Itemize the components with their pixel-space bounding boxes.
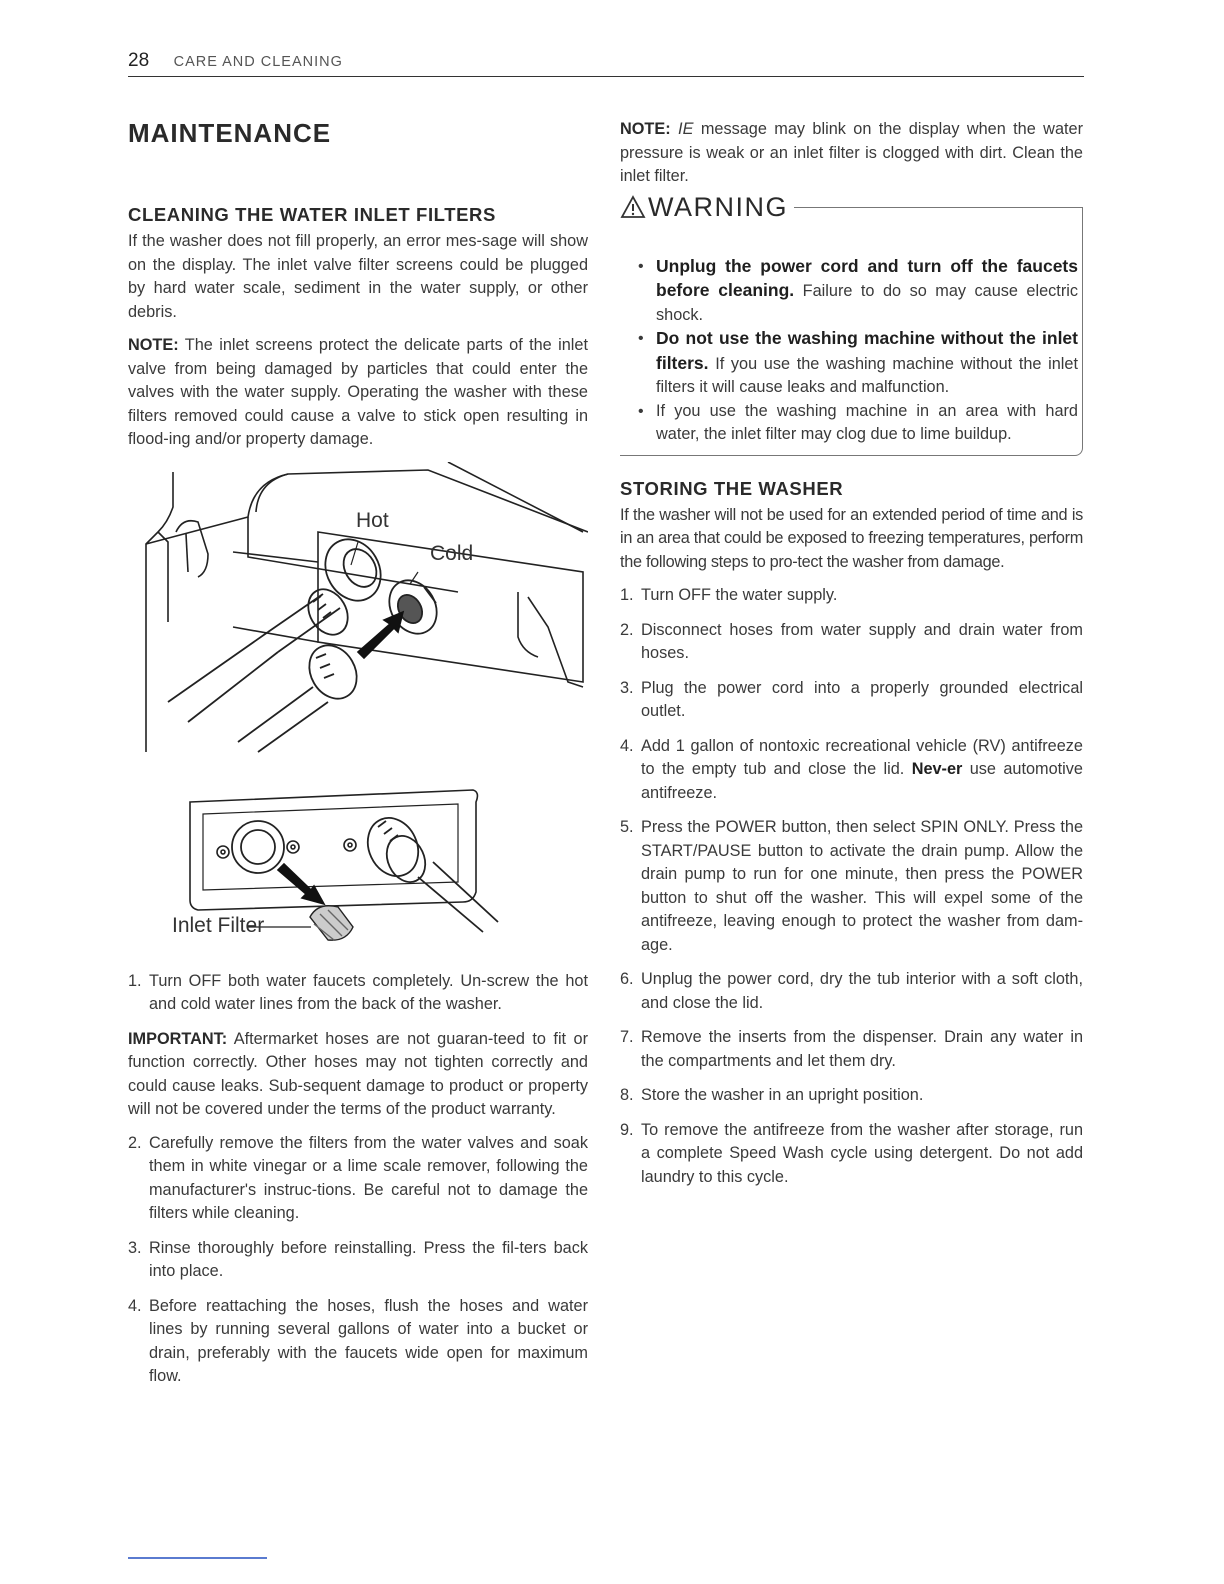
subsection-title-storing: STORING THE WASHER bbox=[620, 477, 844, 499]
washer-body-outline bbox=[146, 472, 173, 752]
step-text: Disconnect hoses from water supply and drain water from hoses. bbox=[641, 620, 1083, 662]
open-valve-port bbox=[232, 821, 284, 873]
step-number: 4. bbox=[620, 736, 634, 755]
inlet-filter-screen bbox=[310, 905, 353, 939]
washer-top-panel bbox=[146, 470, 588, 544]
step-text-after: use automotive antifreeze. bbox=[641, 760, 1083, 802]
screw-left bbox=[217, 846, 229, 858]
note-paragraph bbox=[128, 334, 588, 452]
warning-title: WARNING bbox=[648, 191, 788, 222]
step-text: Plug the power cord into a properly grounded electrical outlet. bbox=[641, 678, 1083, 720]
step-text: To remove the antifreeze from the washer after storage, run a complete Speed Wash cycle using detergent. Do not add laundry to this cycle. bbox=[641, 1120, 1083, 1186]
step-text: Carefully remove the filters from the water valves and soak them in white vinegar or a lime scale remover, following the manufacturer's instruc-tions. Be careful not to damage the filters while cleaning. bbox=[149, 1133, 588, 1222]
remove-arrow bbox=[278, 864, 324, 904]
warning-header bbox=[620, 192, 1082, 223]
note-label: NOTE: bbox=[620, 120, 671, 138]
section-title: CARE AND CLEANING bbox=[173, 54, 343, 70]
step-text: Turn OFF the water supply. bbox=[641, 586, 838, 604]
step-number: 6. bbox=[620, 970, 634, 988]
step-text: Before reattaching the hoses, flush the hoses and water lines by running several gallons of water into a bucket or drain, preferably with the faucets wide open for maximum flow. bbox=[149, 1296, 588, 1385]
important-paragraph bbox=[128, 1028, 588, 1122]
step-number: 3. bbox=[128, 1238, 142, 1257]
step-text: Store the washer in an upright position. bbox=[641, 1086, 924, 1104]
list-item bbox=[620, 968, 1083, 1015]
left-step-list-continued bbox=[128, 1132, 588, 1389]
storing-intro: If the washer will not be used for an extended period of time and is in an area that could be exposed to freezing temperatures, perform the following steps to pro-tect the washer from damage. bbox=[620, 505, 1083, 571]
warning-bold: Unplug the power cord and turn off the faucets before cleaning. bbox=[656, 255, 1078, 300]
note-text: message may blink on the display when the water pressure is weak or an inlet filter is clogged with dirt. Clean the inlet filter. bbox=[620, 120, 1083, 185]
inlet-filter-label: Inlet Filter bbox=[172, 913, 265, 937]
warning-text: Failure to do so may cause electric shock. bbox=[656, 282, 1078, 324]
step-number: 1. bbox=[620, 586, 634, 604]
list-item bbox=[620, 1026, 1083, 1073]
step-text: Press the POWER button, then select SPIN ONLY. Press the START/PAUSE button to activate the drain pump. Allow the drain pump to run for one minute, then press the POWER button to shut off the washer. This will expel some of the antifreeze, leaving enough to protect the washer from dam-age. bbox=[641, 818, 1083, 954]
list-item: • Unplug the power cord and turn off the faucets before cleaning. Failure to do so may cause electric shock. bbox=[638, 255, 1078, 324]
step-text: Remove the inserts from the dispenser. Drain any water in the compartments and let them dry. bbox=[641, 1028, 1083, 1070]
ie-note-paragraph bbox=[620, 118, 1083, 189]
screw-right bbox=[344, 839, 356, 851]
page-number: 28 bbox=[128, 50, 150, 71]
warning-list bbox=[628, 211, 1078, 447]
hot-label: Hot bbox=[356, 508, 389, 532]
right-column bbox=[620, 118, 1083, 1200]
list-item bbox=[620, 1119, 1083, 1190]
intro-paragraph: If the washer does not fill properly, an error mes-sage will show on the display. The inlet valve filter screens could be plugged by hard water scale, sediment in the water supply, or other debris. bbox=[128, 232, 588, 321]
step-number: 1. bbox=[128, 971, 142, 990]
warning-triangle-icon bbox=[620, 195, 646, 219]
step-number: 7. bbox=[620, 1028, 634, 1046]
list-item: • If you use the washing machine in an area with hard water, the inlet filter may clog due to lime buildup. bbox=[638, 401, 1078, 443]
list-item bbox=[620, 816, 1083, 957]
inlet-filter-illustration bbox=[128, 462, 588, 962]
list-item bbox=[128, 1295, 588, 1389]
connected-hose bbox=[359, 809, 498, 931]
error-code: IE bbox=[678, 120, 694, 138]
left-column bbox=[128, 118, 588, 1400]
page-header bbox=[128, 50, 1084, 77]
list-item bbox=[620, 1084, 1083, 1108]
list-item bbox=[128, 1237, 588, 1284]
storing-step-list bbox=[620, 584, 1083, 1189]
note-label: NOTE: bbox=[128, 336, 179, 354]
step-number: 8. bbox=[620, 1086, 634, 1104]
list-item bbox=[620, 619, 1083, 666]
warning-box bbox=[620, 191, 1083, 456]
step-text: Unplug the power cord, dry the tub interior with a soft cloth, and close the lid. bbox=[641, 970, 1083, 1012]
step-number: 5. bbox=[620, 818, 634, 836]
list-item bbox=[620, 735, 1083, 806]
note-text: The inlet screens protect the delicate parts of the inlet valve from being damaged by particles that could enter the valves with the water supply. Operating the washer with these filters removed could cause a valve to stick open resulting in flood-ing and/or property damage. bbox=[128, 336, 588, 448]
step-number: 2. bbox=[128, 1133, 142, 1152]
screw-middle bbox=[287, 841, 299, 853]
step-text: Rinse thoroughly before reinstalling. Press the fil-ters back into place. bbox=[149, 1238, 588, 1280]
warning-text: If you use the washing machine without the inlet filters it will cause leaks and malfunction. bbox=[656, 354, 1078, 396]
important-label: IMPORTANT: bbox=[128, 1029, 228, 1048]
step-number: 2. bbox=[620, 620, 634, 639]
step-bold: Nev-er bbox=[904, 760, 963, 778]
warning-text: If you use the washing machine in an area with hard water, the inlet filter may clog due to lime buildup. bbox=[656, 401, 1078, 443]
step-text: Add 1 gallon of nontoxic recreational vehicle (RV) antifreeze to the empty tub and close the lid. bbox=[641, 736, 1083, 778]
left-step-list bbox=[128, 970, 588, 1017]
page-title: MAINTENANCE bbox=[128, 118, 332, 148]
step-text: Turn OFF both water faucets completely. Un-screw the hot and cold water lines from the back of the washer. bbox=[149, 971, 588, 1013]
important-text: Aftermarket hoses are not guaran-teed to fit or function correctly. Other hoses may not tighten correctly and could cause leaks. Sub-sequent damage to product or property will not be covered under the terms of the product warranty. bbox=[128, 1029, 588, 1118]
step-number: 4. bbox=[128, 1296, 142, 1315]
step-number: 3. bbox=[620, 678, 634, 697]
list-item bbox=[620, 584, 1083, 608]
hose-connection-diagram bbox=[128, 462, 588, 962]
list-item bbox=[128, 970, 588, 1017]
cold-label: Cold bbox=[430, 541, 474, 565]
step-number: 9. bbox=[620, 1120, 634, 1139]
list-item bbox=[620, 677, 1083, 724]
list-item bbox=[128, 1132, 588, 1226]
cold-hose bbox=[238, 636, 366, 751]
warning-bold: Do not use the washing machine without the inlet filters. bbox=[656, 328, 1078, 373]
subsection-title-inlet-filters: CLEANING THE WATER INLET FILTERS bbox=[128, 204, 496, 225]
list-item: • Do not use the washing machine without the inlet filters. If you use the washing machine without the inlet filters it will cause leaks and malfunction. bbox=[638, 328, 1078, 396]
footer-rule bbox=[128, 1557, 267, 1559]
